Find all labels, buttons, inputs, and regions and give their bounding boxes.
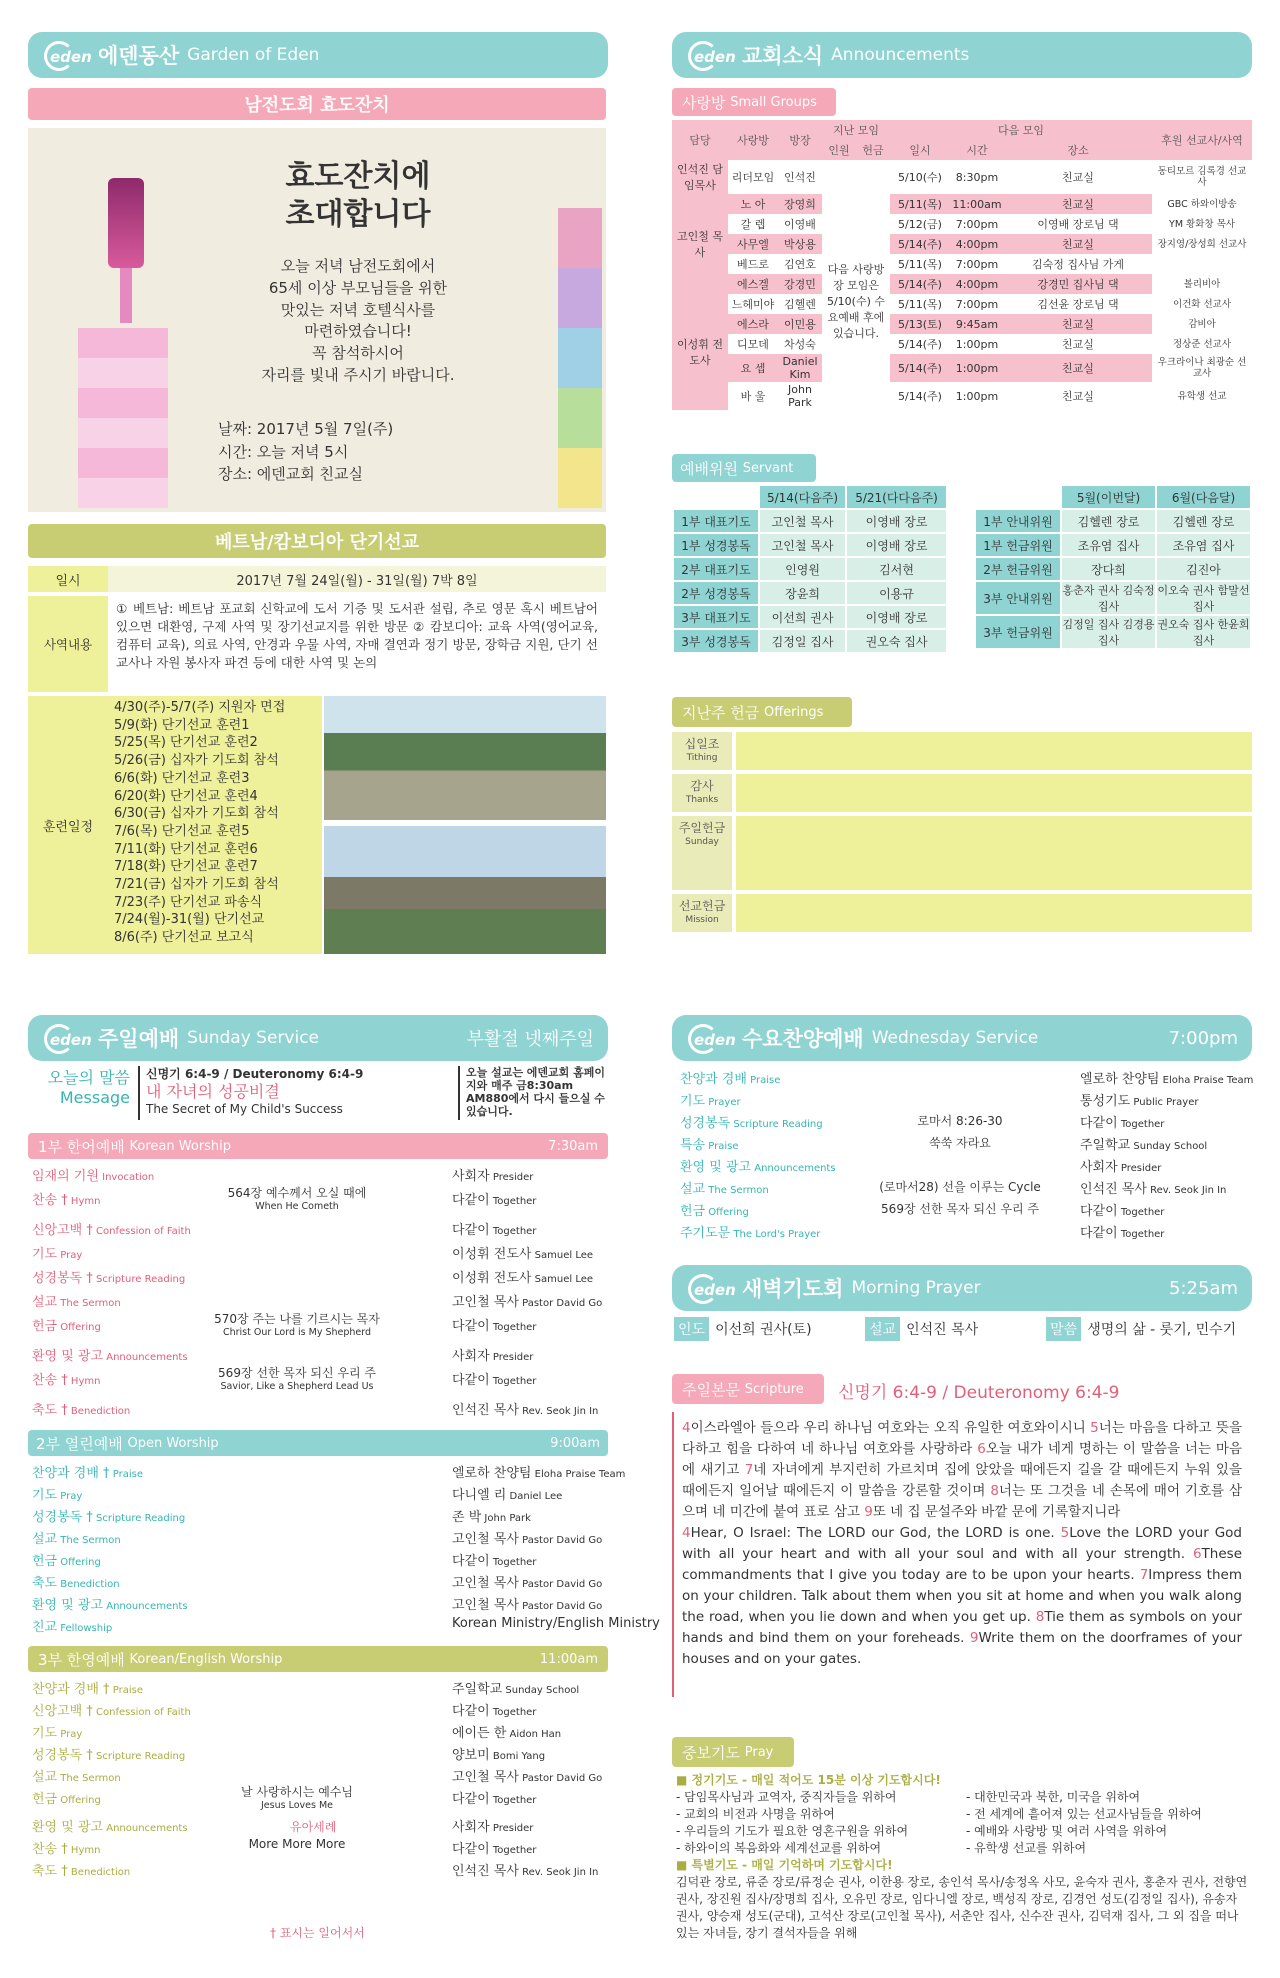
worship2-bar: 2부 열린예배 Open Worship 9:00am <box>28 1430 608 1456</box>
scripture-box <box>672 1412 1252 1697</box>
verse-number: 6 <box>977 1441 986 1457</box>
order-item: 헌금 Offering 날 사랑하시는 예수님 Jesus Loves Me 다같이 Together <box>32 1785 537 1811</box>
order-item: 성경봉독 † Scripture Reading 양보미 Bomi Yang <box>32 1748 546 1763</box>
message-block: 오늘의 말씀 Message 신명기 6:4-9 / Deuteronomy 6:4-9 내 자녀의 성공비결 The Secret of My Child's Success 오늘 설교는 에덴교회 홈페이지와 매주 금8:30am AM880에서 다시 들으실 수 있습니다. <box>47 1066 605 1118</box>
section-title: 수요찬양예배 <box>742 1027 864 1051</box>
schedule-item: 6/20(화) 단기선교 훈련4 <box>114 788 258 804</box>
morning-row: 인도 이선희 권사(토) 설교 인석진 목사 말씀 생명의 삶 - 룻기, 민수기 <box>674 1317 1252 1341</box>
order-item: 친교 Fellowship Korean Ministry/English Ministry <box>32 1616 660 1635</box>
worship3-bar: 3부 한영예배 Korean/English Worship 11:00am <box>28 1646 608 1672</box>
verse-text: 또 네 집 문설주와 바깥 문에 기록할지니라 <box>872 1504 1121 1520</box>
order-item: 찬양과 경배 † Praise 엘로하 찬양팀 Eloha Praise Team <box>32 1466 626 1481</box>
order-item: 설교 The Sermon 고인철 목사 Pastor David Go <box>32 1295 603 1310</box>
pray-box: ■ 정기기도 - 매일 적어도 15분 이상 기도합시다! - 담임목사님과 교역자, 중직자들을 위하여 - 교회의 비전과 사명을 위하여 - 우리들의 기도가 필요한 영혼구원을 위하여 - 하와이의 복음화와 세계선교를 위하여 - 대한민국과 북한, 미국을 위하여 - 전 세계에 흩어져 있는 선교사님들을 위하여 - 예배와 사랑방 및 여러 사역을 위하여 - 유학생 선교를 위하여 ■ 특별기도 - 매일 기억하며 기도합시다! 김덕관 장로, 류준 장로/류정순 권사, 이한용 장로, 송인석 목사/송정옥 사모, 윤숙자 권사, 홍춘자 권사, 전향연 권사, 장진원 집사/장명희 집사, 오유민 장로, 임다니엘 장로, 백성직 장로, 김경언 성도(김정일 집사), 유송자 권사, 양승재 성도(군대), 고석산 장로(고인철 목사), 서춘안 집사, 신수잔 권사, 김덕재 집사, 그 외 집을 떠나 있는 자녀들, 장기 결석자들을 위해 <box>676 1772 1252 1942</box>
table-row: 2부 대표기도 인영원 김서현 <box>673 557 947 581</box>
section-title-en: Garden of Eden <box>187 45 320 65</box>
section-title-en: Wednesday Service <box>871 1028 1039 1048</box>
ann-header <box>672 32 1252 78</box>
order-item: 설교 The Sermon 고인철 목사 Pastor David Go <box>32 1532 603 1547</box>
table-row: 사무엘 박상용 5/14(주) 4:00pm 친교실 장지영/장성희 선교사 <box>672 234 1252 254</box>
banquet-title: 효도잔치에 초대합니다 <box>285 159 431 232</box>
verse-text: Write them on the doorframes of your houses and on your gates. <box>682 1630 1242 1667</box>
order-item: 환영 및 광고 Announcements 사회자 Presider <box>32 1349 534 1364</box>
order-label: 성경봉독 † <box>32 1271 93 1286</box>
offering-row: 선교헌금 Mission <box>672 894 1252 932</box>
order-label: 성경봉독 † <box>32 1748 93 1763</box>
order-item: 주기도문 The Lord's Prayer 다같이 Together <box>680 1226 1165 1241</box>
order-label: 축도 <box>32 1576 58 1591</box>
worship1-bar: 1부 한어예배 Korean Worship 7:30am <box>28 1133 608 1159</box>
verse-text: These commandments that I give you today are to be upon your hearts. <box>682 1546 1242 1583</box>
offering-row: 십일조 Tithing <box>672 732 1252 770</box>
order-label: 기도 <box>32 1488 58 1503</box>
order-label: 신앙고백 † <box>32 1223 93 1238</box>
color-strip <box>558 208 602 508</box>
table-row: 3부 헌금위원 김정일 집사 김경용 집사 권오숙 집사 한윤희 집사 <box>975 615 1251 649</box>
verse-number: 5 <box>1060 1525 1070 1541</box>
order-item: 성경봉독 Scripture Reading 로마서 8:26-30 다같이 Together <box>680 1114 1165 1131</box>
section-title: 주일예배 <box>98 1027 180 1051</box>
order-item: 찬양과 경배 † Praise 주일학교 Sunday School <box>32 1682 580 1697</box>
offering-tab: 지난주 헌금 Offerings <box>672 697 852 727</box>
prayer-item: - 담임목사님과 교역자, 중직자들을 위하여 <box>676 1790 897 1804</box>
section-title: 에덴동산 <box>98 44 180 68</box>
order-label: 찬송 † <box>32 1193 68 1208</box>
verse-number: 6 <box>1192 1546 1202 1562</box>
smallgroups-tab: 사랑방 Small Groups <box>672 88 836 116</box>
verse-text: 너는 또 그것을 네 손목에 매어 기호를 삼으며 네 미간에 붙여 표로 삼고 <box>682 1483 1242 1520</box>
verse-number: 8 <box>1035 1609 1045 1625</box>
table-row: 2부 헌금위원 장다희 김진아 <box>975 557 1251 581</box>
section-title-en: Announcements <box>831 45 970 65</box>
order-label: 환영 및 광고 <box>32 1349 104 1364</box>
service-time: 7:00pm <box>1168 1027 1238 1049</box>
stand-footnote: † 표시는 일어서서 <box>270 1926 365 1940</box>
verse-text: Love the LORD your God with all your heart and with all your soul and with all your strength. <box>682 1525 1242 1562</box>
order-label: 기도 <box>32 1247 58 1262</box>
cambodia-photo <box>324 826 606 954</box>
mission-date-row: 일시 2017년 7월 24일(월) - 31일(월) 7박 8일 <box>28 566 606 592</box>
offering-row: 주일헌금 Sunday <box>672 816 1252 890</box>
table-row: 디모데 차성숙 5/14(주) 1:00pm 친교실 정상준 선교사 <box>737 337 1232 351</box>
table-row: 고인철 목 사 노 아 장영희 다음 사랑방장 모임은 5/10(수) 수요예배 후에 있습니다. 5/11(목) 11:00am 친교실 GBC 하와이방송 <box>672 194 1252 214</box>
order-item: 축도 Benediction 고인철 목사 Pastor David Go <box>32 1576 603 1591</box>
schedule-item: 6/6(화) 단기선교 훈련3 <box>114 770 250 786</box>
order-item: 설교 The Sermon (로마서28) 선을 이루는 Cycle 인석진 목사 Rev. Seok Jin In <box>680 1180 1227 1197</box>
table-row: 3부 대표기도 이선희 권사 이영배 장로 <box>673 605 947 629</box>
table-row: 1부 헌금위원 조유염 집사 조유염 집사 <box>975 533 1251 557</box>
verse-text: Tie them as symbols on your hands and bind them on your foreheads. <box>682 1609 1242 1646</box>
tassel-left-icon <box>120 268 132 323</box>
schedule-item: 7/18(화) 단기선교 훈련7 <box>114 859 258 875</box>
schedule-item: 6/30(금) 십자가 기도회 참석 <box>114 806 279 822</box>
lantern-left-icon <box>108 178 144 268</box>
order-item: 헌금 Offering 다같이 Together <box>32 1554 537 1569</box>
verse-text: 이스라엘아 들으라 우리 하나님 여호와는 오직 유일한 여호와이시니 <box>690 1420 1091 1436</box>
banquet-bar: 남전도회 효도잔치 <box>28 88 606 120</box>
sunday-header <box>28 1015 608 1061</box>
order-label: 헌금 <box>32 1554 58 1569</box>
table-row: 1부 안내위원 김헬렌 장로 김헬렌 장로 <box>975 509 1251 533</box>
table-row: 1부 대표기도 고인철 목사 이영배 장로 <box>673 509 947 533</box>
order-label: 임재의 기원 <box>32 1169 99 1184</box>
verse-number: 8 <box>990 1483 999 1499</box>
verse-number: 7 <box>744 1462 754 1478</box>
eden-logo-icon: eden <box>42 1022 88 1054</box>
order-item: 기도 Pray 이성휘 전도사 Samuel Lee <box>32 1247 594 1262</box>
table-row: 바 울 John Park 5/14(주) 1:00pm 친교실 유학생 선교 <box>740 383 1227 409</box>
order-item: 임재의 기원 Invocation 사회자 Presider <box>32 1169 534 1184</box>
prayer-item: - 예배와 사랑방 및 여러 사역을 위하여 <box>966 1824 1168 1838</box>
order-item: 축도 † Benediction 인석진 목사 Rev. Seok Jin In <box>32 1864 599 1879</box>
order-label: 찬양과 경배 † <box>32 1682 110 1697</box>
service-time: 5:25am <box>1169 1277 1238 1299</box>
mission-bar: 베트남/캄보디아 단기선교 <box>28 524 606 558</box>
small-groups-table: 담당 사랑방 방장 지난 모임 다음 모임 후원 선교사/사역 인원 헌금 일시 시간 장소 인석진 담임목사 리더모임 인석진 5/10(수) 8:30pm 친교실 동티모르 김록경 선교사 고인철 목 사 노 아 장영희 다음 사랑방장 모임은 5/10(수) 수요예배 후에 있습니다. 5/11(목) 11:00am 친교실 GBC 하와이방송 갈 렙 이영배 5/12(금) 7:00pm 이영배 장로님 댁 YM 황화창 목사 사무엘 박상용 5/14(주) 4:00pm 친교실 장지영/장성희 선교사 베드로 김연호 5/11(목) 7:00pm 김숙정 집사님 가게 에스겔 강경민 5/14(주) 4:00pm 강경민 집사님 댁 볼리비아 이성휘 전도사 느헤미야 김헬렌 5/11(목) 7:00pm 김선윤 장로님 댁 이건화 선교사 에스라 이민용 5/13(토) 9:45am 친교실 감비아 디모데 차성숙 5/14(주) 1:00pm 친교실 정상준 선교사 요 셉 Daniel Kim 5/14(주) 1:00pm 친교실 우크라이나 최광순 선교사 바 울 John Park 5/14(주) 1:00pm 친교실 유학생 선교 <box>672 120 1252 410</box>
order-item: 특송 Praise 쑥쑥 자라요 주일학교 Sunday School <box>680 1136 1208 1153</box>
verse-number: 7 <box>1139 1567 1149 1583</box>
offering-row: 감사 Thanks <box>672 774 1252 812</box>
order-item: 환영 및 광고 Announcements 사회자 Presider <box>32 1820 534 1835</box>
order-item: 찬송 † Hymn 569장 선한 목자 되신 우리 주 Savior, Like a Shepherd Lead Us 다같이 Together <box>32 1366 537 1392</box>
table-row: 요 셉 Daniel Kim 5/14(주) 1:00pm 친교실 우크라이나 최광순 선교사 <box>672 354 1252 382</box>
order-label: 성경봉독 † <box>32 1510 93 1525</box>
servant-table-left: 5/14(다음주) 5/21(다다음주) 1부 대표기도 고인철 목사 이영배 장로 1부 성경봉독 고인철 목사 이영배 장로 2부 대표기도 인영원 김서현 2부 성경봉독 장윤희 이용규 3부 대표기도 이선희 권사 이영배 장로 3부 성경봉독 김정일 집사 권오숙 집사 <box>672 484 948 654</box>
eden-logo-icon: eden <box>686 39 732 71</box>
verse-number: 9 <box>969 1630 979 1646</box>
infant-baptism: 유아세례 <box>290 1820 337 1834</box>
table-row: 1부 성경봉독 고인철 목사 이영배 장로 <box>673 533 947 557</box>
worship1-list <box>32 1163 606 1421</box>
section-title: 새벽기도회 <box>742 1277 844 1301</box>
order-item: 신앙고백 † Confession of Faith 다같이 Together <box>32 1223 537 1238</box>
verse-text: 오늘 내가 네게 명하는 이 말씀을 너는 마음에 새기고 <box>682 1441 1242 1478</box>
scripture-english <box>682 1523 1242 1670</box>
ornament-panel <box>78 328 168 508</box>
section-title-en: Morning Prayer <box>851 1278 981 1298</box>
order-item: 축도 † Benediction 인석진 목사 Rev. Seok Jin In <box>32 1403 599 1418</box>
order-item: 찬양과 경배 Praise 엘로하 찬양팀 Eloha Praise Team <box>680 1072 1254 1087</box>
order-label: 설교 <box>32 1295 58 1310</box>
mission-schedule-row: 훈련일정 4/30(주)-5/7(주) 지원자 면접 5/9(화) 단기선교 훈련1 5/25(목) 단기선교 훈련2 5/26(금) 십자가 기도회 참석 6/6(화) 단기선교 훈련3 6/20(화) 단기선교 훈련4 6/30(금) 십자가 기도회 참석 7/6(목) 단기선교 훈련5 7/11(화) 단기선교 훈련6 7/18(화) 단기선교 훈련7 7/21(금) 십자가 기도회 참석 7/23(주) 단기선교 파송식 7/24(월)-31(월) 단기선교 8/6(주) 단기선교 보고식 <box>28 696 606 954</box>
verse-text: Impress them on your children. Talk about them when you sit at home and when you walk along the road, when you lie down and when you get up. <box>682 1567 1242 1625</box>
order-label: 찬송 † <box>32 1842 68 1857</box>
prayer-item: - 우리들의 기도가 필요한 영혼구원을 위하여 <box>676 1824 909 1838</box>
verse-text: Hear, O Israel: The LORD our God, the LORD is one. <box>690 1525 1061 1541</box>
order-label: 환영 및 광고 <box>32 1820 104 1835</box>
order-item: 기도 Pray 에이든 한 Aidon Han <box>32 1726 562 1741</box>
verse-number: 9 <box>864 1504 873 1520</box>
schedule-item: 7/21(금) 십자가 기도회 참석 <box>114 877 279 893</box>
vietnam-photo <box>324 696 606 820</box>
order-item: 헌금 Offering 569장 선한 목자 되신 우리 주 다같이 Together <box>680 1202 1165 1219</box>
table-row: 인석진 담임목사 리더모임 인석진 5/10(수) 8:30pm 친교실 동티모르 김록경 선교사 <box>672 160 1252 194</box>
prayer-item: - 전 세계에 흩어져 있는 선교사님들을 위하여 <box>966 1807 1202 1821</box>
special-prayer-list: 김덕관 장로, 류준 장로/류정순 권사, 이한용 장로, 송인석 목사/송정옥 사모, 윤숙자 권사, 홍춘자 권사, 전향연 권사, 장진원 집사/장명희 집사, 오유민 장로, 임다니엘 장로, 백성직 장로, 김경언 성도(김정일 집사), 유송자 권사, 양승재 성도(군대), 고석산 장로(고인철 목사), 서춘안 집사, 신수잔 권사, 김덕재 집사, 그 외 집을 떠나 있는 자녀들, 장기 결석자들을 위해 <box>676 1875 1248 1940</box>
verse-number: 4 <box>682 1525 691 1541</box>
order-label: 친교 <box>32 1620 58 1635</box>
order-label: 축도 † <box>32 1403 68 1418</box>
banquet-poster <box>28 128 606 512</box>
table-row: 3부 안내위원 홍춘자 권사 김숙정 집사 이오숙 권사 함말선 집사 <box>975 581 1251 615</box>
wednesday-list <box>680 1066 1252 1242</box>
table-row: 에스겔 강경민 5/14(주) 4:00pm 강경민 집사님 댁 볼리비아 <box>672 274 1252 294</box>
prayer-item: - 하와이의 복음화와 세계선교를 위하여 <box>676 1841 882 1855</box>
order-item: 설교 The Sermon 고인철 목사 Pastor David Go <box>32 1770 603 1785</box>
order-label: 헌금 <box>32 1319 58 1334</box>
wednesday-header <box>672 1015 1252 1061</box>
order-label: 기도 <box>32 1726 58 1741</box>
offering-table <box>672 732 1252 936</box>
scripture-korean <box>682 1418 1242 1523</box>
scripture-tab: 주일본문 Scripture <box>672 1374 824 1404</box>
table-row: 3부 성경봉독 김정일 집사 권오숙 집사 <box>673 629 947 653</box>
schedule-item: 8/6(주) 단기선교 보고식 <box>114 930 254 946</box>
order-label: 설교 <box>32 1532 58 1547</box>
prayer-item: - 교회의 비전과 사명을 위하여 <box>676 1807 835 1821</box>
schedule-item: 5/25(목) 단기선교 훈련2 <box>114 735 258 751</box>
worship2-list <box>32 1460 660 1636</box>
order-label: 환영 및 광고 <box>32 1598 104 1613</box>
schedule-item: 4/30(주)-5/7(주) 지원자 면접 <box>114 700 286 715</box>
order-item: 찬송 † Hymn 564장 예수께서 오실 때에 When He Cometh 다같이 Together <box>32 1186 537 1212</box>
pray-tab: 중보기도 Pray <box>672 1737 794 1767</box>
eden-header <box>28 32 608 78</box>
verse-number: 4 <box>682 1420 691 1436</box>
worship3-list <box>32 1676 606 1880</box>
mission-content-row: 사역내용 ① 베트남: 베트남 포교회 신학교에 도서 기증 및 도서관 설립, 추로 영문 혹시 베트남어 있으면 대환영, 구제 사역 및 장기선교지를 위한 방문 ② 캄보디아: 교육 사역(영어교육, 컴퓨터 교육), 의료 사역, 안경과 우물 사역, 자매 결연과 정기 방문, 장학금 지원, 단기 선교사나 자원 봉사자 파견 등에 대한 사역 및 논의 <box>28 596 606 692</box>
order-item: 환영 및 광고 Announcements 사회자 Presider <box>680 1160 1162 1175</box>
verse-text: 네 자녀에게 부지런히 가르치며 집에 앉았을 때에든지 길을 갈 때에든지 누워 있을 때에든지 일어날 때에든지 이 말씀을 강론할 것이며 <box>682 1462 1242 1499</box>
eden-logo-icon: eden <box>686 1022 732 1054</box>
liturgical-week: 부활절 넷째주일 <box>466 1029 594 1050</box>
servant-tab: 예배위원 Servant <box>672 454 816 482</box>
schedule-item: 5/26(금) 십자가 기도회 참석 <box>114 753 279 769</box>
schedule-item: 7/23(주) 단기선교 파송식 <box>114 894 263 910</box>
table-row: 베드로 김연호 5/11(목) 7:00pm 김숙정 집사님 가게 <box>737 257 1124 271</box>
section-title-en: Sunday Service <box>187 1028 319 1048</box>
order-item: 신앙고백 † Confession of Faith 다같이 Together <box>32 1704 537 1719</box>
order-label: 헌금 <box>32 1792 58 1807</box>
servant-table-right: 5월(이번달) 6월(다음달) 1부 안내위원 김헬렌 장로 김헬렌 장로 1부 헌금위원 조유염 집사 조유염 집사 2부 헌금위원 장다희 김진아 3부 안내위원 홍춘자 권사 김숙정 집사 이오숙 권사 함말선 집사 3부 헌금위원 김정일 집사 김경용 집사 권오숙 집사 한윤희 집사 <box>974 484 1252 650</box>
schedule-item: 5/9(화) 단기선교 훈련1 <box>114 717 250 733</box>
schedule-item: 7/6(목) 단기선교 훈련5 <box>114 823 250 839</box>
verse-text: 너는 마음을 다하고 뜻을 다하고 힘을 다하여 네 하나님 여호와를 사랑하라 <box>682 1420 1242 1457</box>
prayer-item: - 대한민국과 북한, 미국을 위하여 <box>966 1790 1141 1804</box>
schedule-item: 7/24(월)-31(월) 단기선교 <box>114 912 265 928</box>
banquet-details: 날짜: 2017년 5월 7일(주) 시간: 오늘 저녁 5시 장소: 에덴교회 친교실 <box>218 420 394 483</box>
schedule-item: 7/11(화) 단기선교 훈련6 <box>114 841 258 857</box>
prayer-item: - 유학생 선교를 위하여 <box>966 1841 1087 1855</box>
section-title: 교회소식 <box>742 44 824 68</box>
morning-header <box>672 1265 1252 1311</box>
table-row: 갈 렙 이영배 5/12(금) 7:00pm 이영배 장로님 댁 YM 황화창 목사 <box>740 217 1235 231</box>
order-item: 환영 및 광고 Announcements 고인철 목사 Pastor David Go <box>32 1598 603 1613</box>
order-item: 찬송 † Hymn More More More 다같이 Together <box>32 1837 537 1857</box>
order-item: 기도 Prayer 통성기도 Public Prayer <box>680 1094 1199 1109</box>
order-label: 설교 <box>32 1770 58 1785</box>
scripture-ref: 신명기 6:4-9 / Deuteronomy 6:4-9 <box>838 1383 1120 1403</box>
verse-number: 5 <box>1090 1420 1099 1436</box>
order-label: 신앙고백 † <box>32 1704 93 1719</box>
eden-logo-icon: eden <box>686 1272 732 1304</box>
table-row: 이성휘 전도사 느헤미야 김헬렌 5/11(목) 7:00pm 김선윤 장로님 댁 이건화 선교사 <box>672 294 1252 314</box>
order-item: 성경봉독 † Scripture Reading 존 박 John Park <box>32 1510 531 1525</box>
order-label: 찬송 † <box>32 1373 68 1388</box>
schedule-list <box>108 696 322 954</box>
table-row: 에스라 이민용 5/13(토) 9:45am 친교실 감비아 <box>672 314 1252 334</box>
order-item: 기도 Pray 다니엘 리 Daniel Lee <box>32 1488 563 1503</box>
order-item: 성경봉독 † Scripture Reading 이성휘 전도사 Samuel Lee <box>32 1271 594 1286</box>
banquet-body: 오늘 저녁 남전도회에서 65세 이상 부모님들을 위한 맛있는 저녁 호텔식사를 마련하였습니다! 꼭 참석하시어 자리를 빛내 주시기 바랍니다. <box>261 257 455 384</box>
order-label: 찬양과 경배 † <box>32 1466 110 1481</box>
order-item: 헌금 Offering 570장 주는 나를 기르시는 목자 Christ Our Lord is My Shepherd 다같이 Together <box>32 1312 537 1338</box>
order-label: 축도 † <box>32 1864 68 1879</box>
eden-logo-icon: eden <box>42 39 88 71</box>
table-row: 2부 성경봉독 장윤희 이용규 <box>673 581 947 605</box>
